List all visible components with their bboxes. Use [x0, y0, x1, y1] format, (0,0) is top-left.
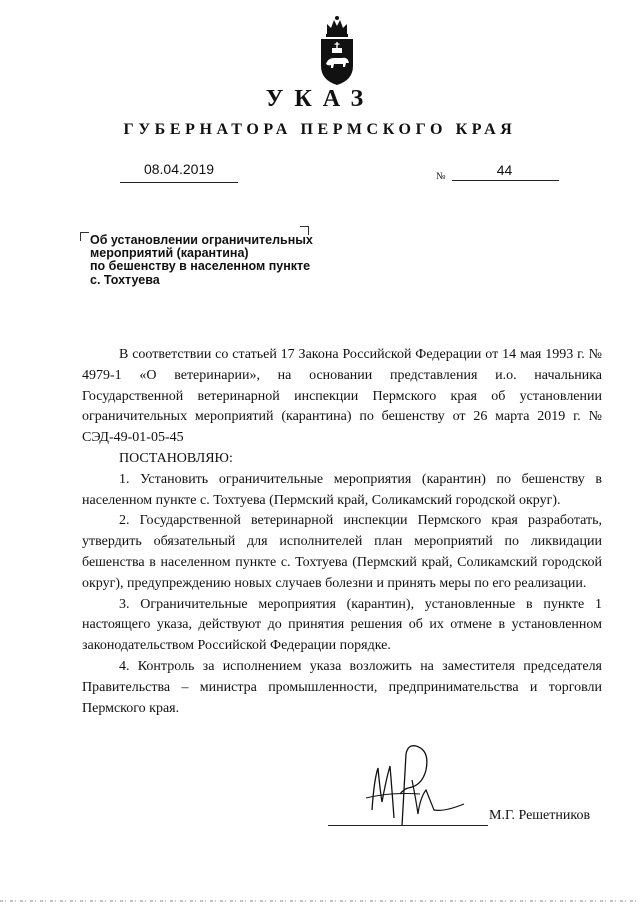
- decree-word: ПОСТАНОВЛЯЮ:: [119, 450, 233, 466]
- decree-number: 44: [496, 162, 513, 178]
- decree-item: 3. Ограничительные мероприятия (карантин), установленные в пункте 1 настоящего указа, действуют до принятия решения об их отмене в установленном законодательством Российской Федерации порядке.: [82, 596, 602, 654]
- date-underline: [120, 182, 238, 183]
- subject-line: Об установлении ограничительных: [90, 233, 313, 247]
- document-subtitle: ГУБЕРНАТОРА ПЕРМСКОГО КРАЯ: [123, 121, 517, 138]
- subject-bracket-left: [80, 232, 89, 241]
- signature-line: [328, 825, 488, 826]
- decree-date: 08.04.2019: [143, 161, 215, 177]
- preamble-paragraph: В соответствии со статьей 17 Закона Российской Федерации от 14 мая 1993 г. № 4979-1 «О ветеринарии», на основании представления и.о. начальника Государственной ветеринарной инспекции Пермского края об установлении ограничительных мероприятий (карантина) по бешенству от 26 марта 2019 г. № СЭД-49-01-05-45: [82, 347, 602, 446]
- decree-subject: [90, 234, 350, 287]
- decree-item: 4. Контроль за исполнением указа возложить на заместителя председателя Правительства – министра промышленности, предпринимательства и торговли Пермского края.: [82, 658, 602, 716]
- signer-name: М.Г. Решетников: [489, 808, 591, 823]
- subject-line: по бешенству в населенном пункте: [90, 259, 311, 274]
- decree-body: [82, 345, 602, 719]
- coat-of-arms-icon: [317, 12, 357, 88]
- scan-footer-artifact: [0, 896, 640, 905]
- subject-line: мероприятий (карантина): [90, 246, 249, 261]
- handwritten-signature: [360, 740, 470, 830]
- decree-item: 2. Государственной ветеринарной инспекции Пермского края разработать, утвердить обязательный для исполнителей план мероприятий по ликвидации бешенства в населенном пункте с. Тохтуева (Пермский край, Соликамский городской округ), предупреждению новых случаев болезни и принять меры по его реализации.: [82, 513, 602, 591]
- decree-item: 1. Установить ограничительные мероприятия (карантин) по бешенству в населенном пункте с. Тохтуева (Пермский край, Соликамский городской округ).: [82, 471, 602, 508]
- document-title: УКАЗ: [265, 86, 375, 112]
- number-underline: [452, 180, 559, 181]
- number-sign: №: [436, 171, 446, 182]
- subject-line: с. Тохтуева: [90, 272, 160, 287]
